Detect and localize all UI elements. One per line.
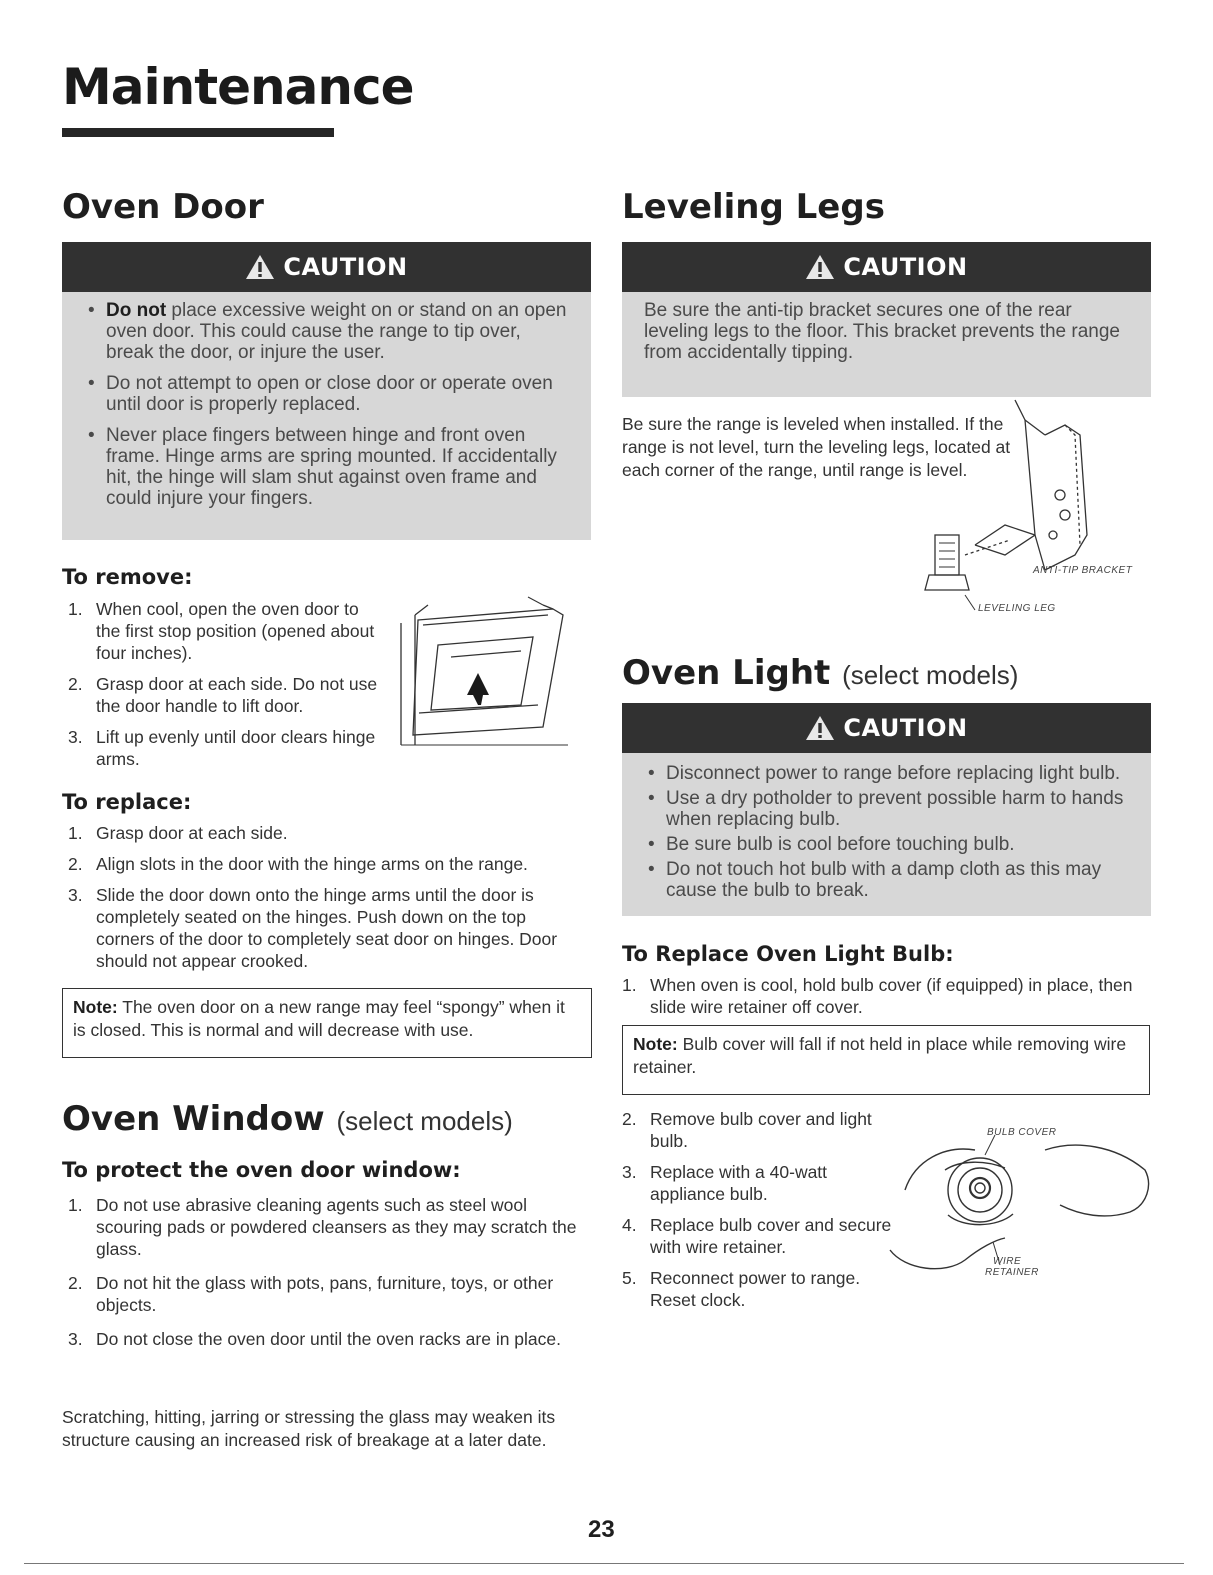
note-text: The oven door on a new range may feel “spongy” when it is closed. This is normal and will decrease with use. — [73, 997, 565, 1040]
caution-item: • Never place fingers between hinge and front oven frame. Hinge arms are spring mounted. If accidentally hit, the hinge will slam shut against oven frame and could injure your fingers. — [84, 425, 573, 509]
bulb-cover-label: BULB COVER — [987, 1127, 1057, 1138]
list-item: 1. When oven is cool, hold bulb cover (if equipped) in place, then slide wire retainer off cover. — [622, 975, 1133, 1017]
remove-steps — [62, 598, 387, 779]
anti-tip-bracket-label: ANTI-TIP BRACKET — [1033, 565, 1133, 576]
title-underline — [62, 128, 334, 137]
caution-label: CAUTION — [283, 253, 408, 281]
oven-window-title: Oven Window (select models) — [62, 1099, 513, 1139]
caution-item: • Do not place excessive weight on or stand on an open oven door. This could cause the range to tip over, break the door, or injure the user. — [84, 300, 573, 363]
caution-header — [62, 242, 591, 292]
to-replace-heading: To replace: — [62, 790, 192, 814]
replace-bulb-heading: To Replace Oven Light Bulb: — [622, 942, 954, 966]
list-item: 2. Grasp door at each side. Do not use the door handle to lift door. — [68, 674, 378, 716]
leveling-paragraph: Be sure the range is leveled when installed. If the range is not level, turn the leveling legs, located at each corner of the range, until range is level. — [622, 414, 1011, 480]
replace-steps — [62, 822, 582, 981]
protect-window-heading: To protect the oven door window: — [62, 1158, 461, 1182]
caution-label: CAUTION — [843, 253, 968, 281]
list-item: 2. Remove bulb cover and light bulb. — [622, 1109, 872, 1151]
page-title: Maintenance — [62, 58, 414, 116]
note-label: Note: — [633, 1034, 678, 1054]
page-number: 23 — [588, 1516, 615, 1543]
warning-triangle-icon — [805, 715, 835, 741]
caution-header — [622, 703, 1151, 753]
bulb-step-1 — [616, 974, 1151, 1027]
leveling-leg-label: LEVELING LEG — [978, 603, 1056, 614]
caution-item: • Use a dry potholder to prevent possible harm to hands when replacing bulb. — [644, 788, 1133, 830]
warning-triangle-icon — [805, 254, 835, 280]
caution-item: • Be sure bulb is cool before touching bulb. — [644, 834, 1133, 855]
caution-item: • Disconnect power to range before replacing light bulb. — [644, 763, 1133, 784]
caution-header — [622, 242, 1151, 292]
list-item: 4. Replace bulb cover and secure with wire retainer. — [622, 1215, 892, 1257]
oven-door-caution-box — [62, 242, 591, 540]
caution-label: CAUTION — [843, 714, 968, 742]
list-item: 2. Do not hit the glass with pots, pans, furniture, toys, or other objects. — [68, 1273, 554, 1315]
retainer-label: RETAINER — [985, 1267, 1039, 1278]
list-item: 3. Replace with a 40-watt appliance bulb. — [622, 1162, 828, 1204]
wire-label: WIRE — [993, 1256, 1022, 1267]
oven-light-caution-box — [622, 703, 1151, 916]
to-remove-heading: To remove: — [62, 565, 193, 589]
warning-triangle-icon — [245, 254, 275, 280]
list-item: 1. Grasp door at each side. — [68, 823, 288, 843]
leveling-legs-title: Leveling Legs — [622, 187, 885, 227]
list-item: 3. Slide the door down onto the hinge arms until the door is completely seated on the hinges. Push down on the top corners of the door to completely seat door on hinges. Door should not appear crooked. — [68, 885, 558, 971]
anti-tip-bracket-illustration — [915, 395, 1105, 625]
oven-light-note — [622, 1025, 1150, 1095]
leveling-caution-box — [622, 242, 1151, 397]
list-item: 1. Do not use abrasive cleaning agents such as steel wool scouring pads or powdered cleansers as they may scratch the glass. — [68, 1195, 577, 1259]
list-item: 3. Do not close the oven door until the oven racks are in place. — [68, 1329, 561, 1349]
note-text: Bulb cover will fall if not held in place while removing wire retainer. — [633, 1034, 1127, 1077]
oven-door-note — [62, 988, 592, 1058]
list-item: 3. Lift up evenly until door clears hinge arms. — [68, 727, 376, 769]
caution-item: • Do not touch hot bulb with a damp cloth as this may cause the bulb to break. — [644, 859, 1133, 901]
list-item: 5. Reconnect power to range. Reset clock. — [622, 1268, 861, 1310]
oven-door-illustration — [393, 595, 583, 755]
note-label: Note: — [73, 997, 118, 1017]
oven-light-title: Oven Light (select models) — [622, 653, 1019, 693]
list-item: 1. When cool, open the oven door to the first stop position (opened about four inches). — [68, 599, 375, 663]
oven-door-title: Oven Door — [62, 187, 264, 227]
window-steps — [62, 1194, 582, 1359]
list-item: 2. Align slots in the door with the hinge arms on the range. — [68, 854, 528, 874]
bulb-steps — [616, 1108, 901, 1320]
caution-text: Be sure the anti-tip bracket secures one of the rear leveling legs to the floor. This bracket prevents the range from accidentally tipping. — [644, 300, 1120, 363]
footer-rule — [24, 1563, 1184, 1564]
caution-text — [84, 300, 573, 519]
caution-text — [644, 763, 1133, 905]
caution-item: • Do not attempt to open or close door or operate oven until door is properly replaced. — [84, 373, 573, 415]
window-paragraph: Scratching, hitting, jarring or stressing the glass may weaken its structure causing an increased risk of breakage at a later date. — [62, 1407, 556, 1450]
